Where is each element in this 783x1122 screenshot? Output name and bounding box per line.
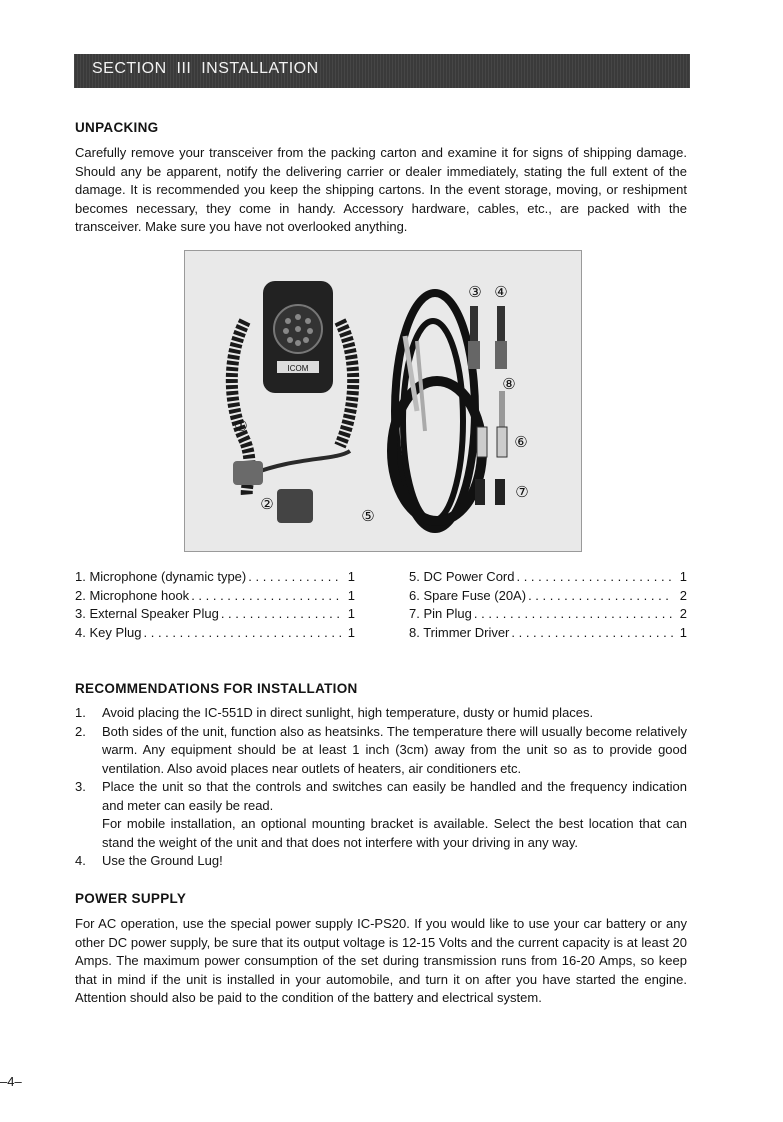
page-number: –4– — [0, 1074, 22, 1089]
part-item: 7. Pin Plug . . . 2 — [409, 605, 687, 624]
accessories-photo — [184, 250, 582, 552]
callout-7: ⑦ — [515, 483, 529, 501]
recommendations-list — [75, 704, 687, 871]
part-item: 3. External Speaker Plug . . . 1 — [75, 605, 355, 624]
unpacking-heading: UNPACKING — [75, 120, 159, 135]
part-item: 1. Microphone (dynamic type) . . . 1 — [75, 568, 355, 587]
power-supply-heading: POWER SUPPLY — [75, 891, 187, 906]
accessories-illustration — [185, 251, 581, 551]
recommendation-item: 1. Avoid placing the IC-551D in direct sunlight, high temperature, dusty or humid places. — [75, 705, 594, 720]
power-supply-paragraph: For AC operation, use the special power supply IC-PS20. If you would like to use your car battery or any other DC power supply, be sure that its output voltage is 12-15 Volts and the current capacity is at least 20 Amps. The maximum power consumption of the set during transmission runs from 16-20 Amps, so keep that in mind if the unit is installed in your automobile, and turn it on after you have started the engine. Attention should also be paid to the condition of the battery and electrical system. — [75, 916, 687, 1005]
callout-1: ① — [234, 417, 248, 435]
callout-3: ③ — [468, 283, 482, 301]
callout-4: ④ — [494, 283, 508, 301]
part-item: 5. DC Power Cord . . . 1 — [409, 568, 687, 587]
part-item: 2. Microphone hook . . . 1 — [75, 587, 355, 606]
part-item: 4. Key Plug . . . 1 — [75, 624, 355, 643]
recommendation-item: 3. Place the unit so that the controls and switches can easily be handled and the frequency indication and meter can easily be read. For mobile installation, an optional mounting bracket is available. Select the best location that can stand the weight of the unit and that does not interfere with your driving in any way. — [75, 779, 687, 850]
parts-list-left — [75, 568, 355, 642]
recommendation-item: 2. Both sides of the unit, function also as heatsinks. The temperature there will usually become relatively warm. Any equipment should be at least 1 inch (3cm) away from the unit so as to provide good ventilation. Also avoid places near outlets of heaters, air conditioners etc. — [75, 723, 687, 776]
callout-2: ② — [260, 495, 274, 513]
recommendations-heading: RECOMMENDATIONS FOR INSTALLATION — [75, 681, 358, 696]
callout-8: ⑧ — [502, 375, 516, 393]
part-item: 8. Trimmer Driver . . . 1 — [409, 624, 687, 643]
callout-6: ⑥ — [514, 433, 528, 451]
section-banner — [74, 54, 690, 88]
callout-5: ⑤ — [361, 507, 375, 525]
parts-list-right — [409, 568, 687, 642]
part-item: 6. Spare Fuse (20A) . . . 2 — [409, 587, 687, 606]
unpacking-paragraph: Carefully remove your transceiver from the packing carton and examine it for signs of shipping damage. Should any be apparent, notify the delivering carrier or dealer immediately, stating the full extent of the damage. It is recommended you keep the shipping cartons. In the event storage, moving, or reshipment becomes necessary, they come in handy. Accessory hardware, cables, etc., are packed with the transceiver. Make sure you have not overlooked anything. — [75, 145, 687, 234]
recommendation-item: 4. Use the Ground Lug! — [75, 853, 223, 868]
mic-badge: ICOM — [287, 364, 309, 373]
section-title: SECTION III INSTALLATION — [92, 60, 319, 77]
